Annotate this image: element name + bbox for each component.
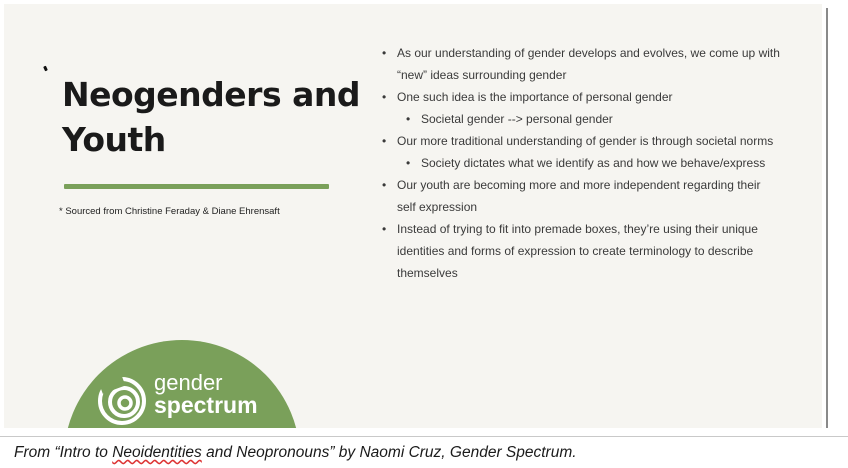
bullet-list xyxy=(382,42,782,284)
title-line-2: Youth xyxy=(62,120,166,159)
title-line-1: Neogenders and xyxy=(62,75,360,114)
title-divider xyxy=(64,184,329,189)
source-note: * Sourced from Christine Feraday & Diane Ehrensaft xyxy=(59,206,280,217)
window-edge xyxy=(826,8,828,428)
ink-speck xyxy=(43,66,48,72)
logo-word-spectrum: spectrum xyxy=(154,392,258,418)
image-caption xyxy=(14,444,577,462)
caption-divider xyxy=(0,436,848,437)
bullet-item: • One such idea is the importance of personal gender xyxy=(382,86,782,108)
caption-spellcheck-word: Neoidentities xyxy=(112,444,202,461)
bullet-item: • Instead of trying to fit into premade boxes, they’re using their unique identities and forms of expression to create terminology to describe themselves xyxy=(382,218,782,284)
sub-bullet-item: • Society dictates what we identify as and how we behave/express xyxy=(406,152,782,174)
caption-prefix: From “Intro to xyxy=(14,444,113,461)
bullet-item: • As our understanding of gender develops and evolves, we come up with “new” ideas surrounding gender xyxy=(382,42,782,86)
caption-suffix: and Neopronouns” by Naomi Cruz, Gender Spectrum. xyxy=(201,444,577,461)
spiral-logo-icon xyxy=(96,376,148,426)
logo-word-gender: gender xyxy=(154,370,223,395)
bullet-item: • Our youth are becoming more and more independent regarding their self expression xyxy=(382,174,782,218)
presentation-slide xyxy=(4,4,822,428)
sub-bullet-item: • Societal gender --> personal gender xyxy=(406,108,782,130)
bullet-item: • Our more traditional understanding of gender is through societal norms xyxy=(382,130,782,152)
logo-wordmark xyxy=(154,372,258,416)
slide-title xyxy=(62,72,362,162)
